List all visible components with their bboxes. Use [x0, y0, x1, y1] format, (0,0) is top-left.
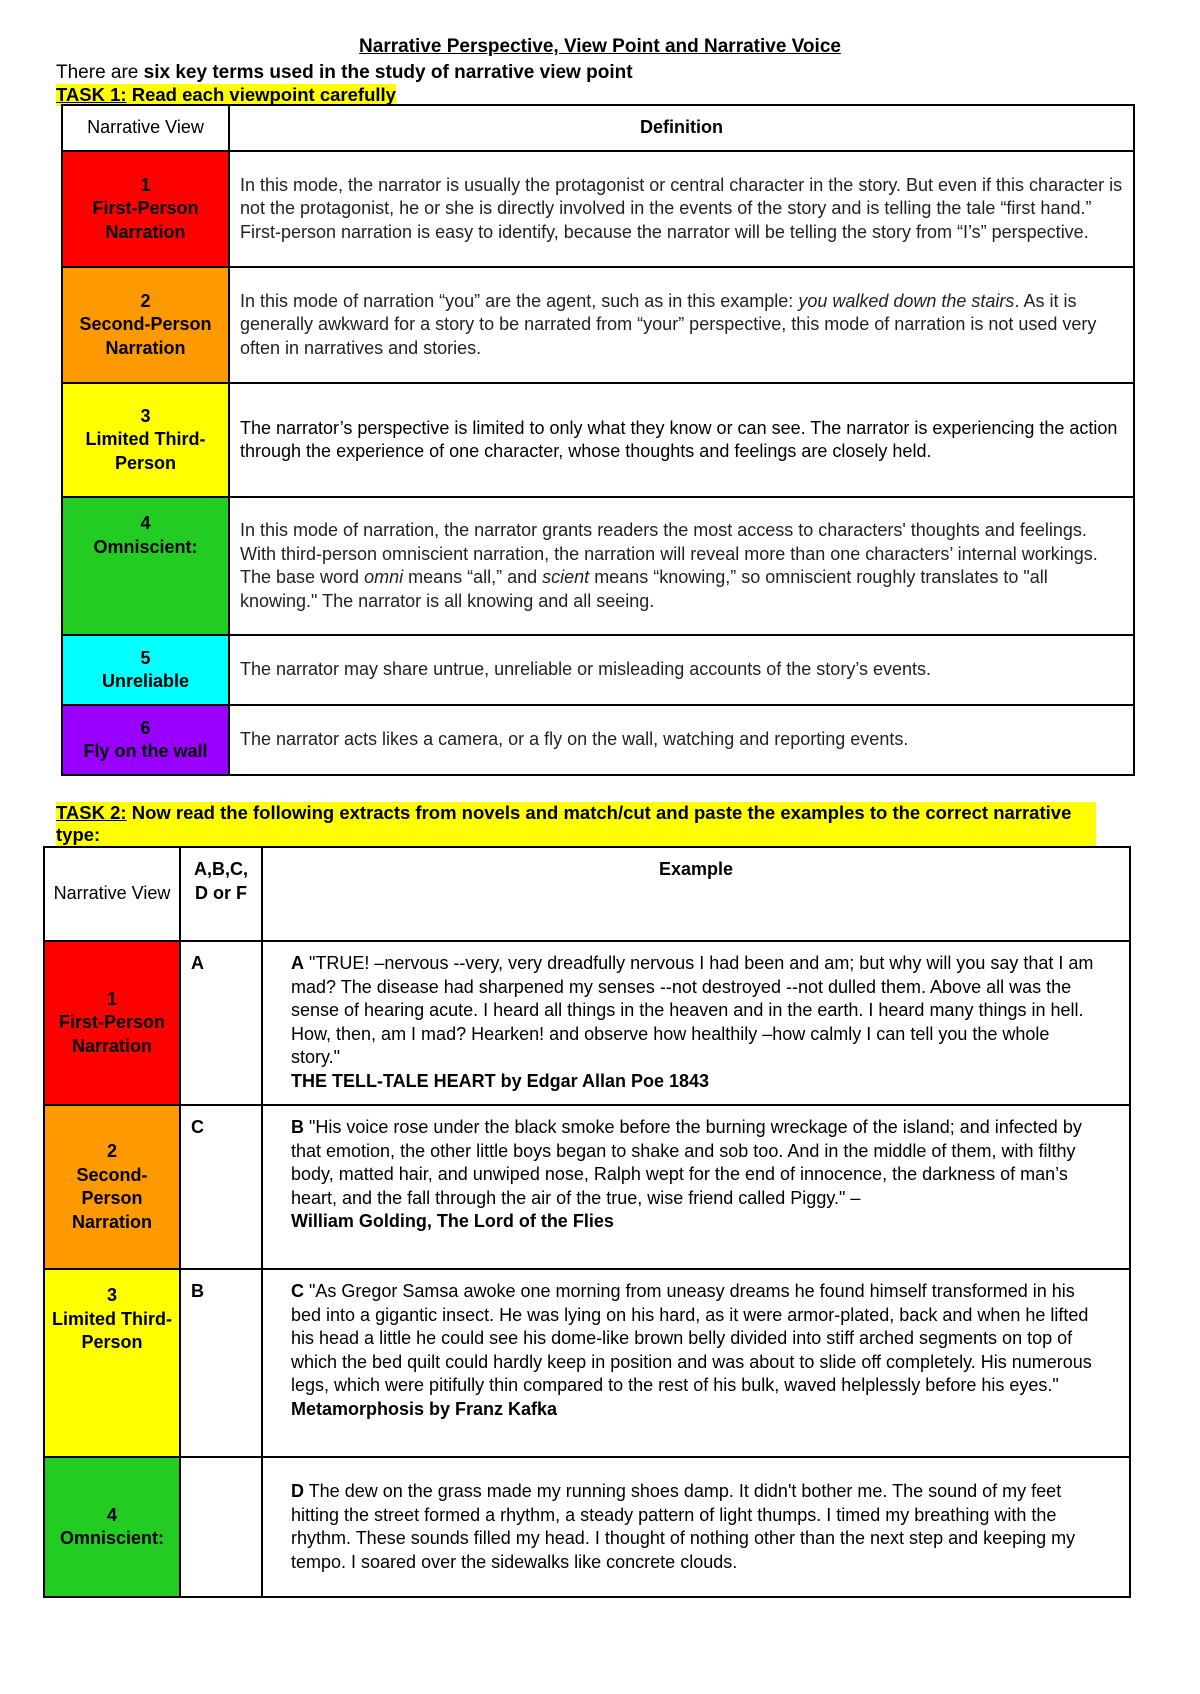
view-name: First-Person Narration	[58, 1012, 166, 1056]
view-number: 4	[140, 513, 151, 533]
definition-italic: scient	[542, 567, 590, 587]
answer-cell[interactable]: A	[180, 941, 262, 1105]
task2-label: TASK 2:	[56, 802, 127, 823]
example-text: "His voice rose under the black smoke before the burning wreckage of the island; and infected by that emotion, the other little boys began to shake and sob too. And in the middle of them, with filthy body, matted hair, and unwiped nose, Ralph wept for the end of innocence, the darkness of man’s heart, and the fall through the air of the true, wise friend called Piggy." –	[291, 1117, 1082, 1208]
viewpoint-table	[61, 104, 1135, 776]
task1-heading	[56, 84, 396, 106]
definition-text: . As it is generally awkward for a story to be narrated from “your” perspective, this mode of narration is not used very often in narratives and stories.	[240, 290, 1097, 358]
table-row	[44, 941, 1130, 1105]
task2-text: Now read the following extracts from novels and match/cut and paste the examples to the correct narrative type:	[56, 802, 1072, 845]
examples-table	[43, 846, 1131, 1598]
example-cell	[262, 1269, 1130, 1457]
definition-text: means “all,” and	[403, 567, 543, 587]
view-cell-second-person	[44, 1105, 180, 1269]
definition-cell: In this mode, the narrator is usually the protagonist or central character in the story. But even if this character is not the protagonist, he or she is directly involved in the events of the story and is telling the tale “first hand.” First-person narration is easy to identify, because the narrator will be telling the story from “I’s” perspective.	[229, 151, 1134, 267]
view-number: 2	[106, 1141, 117, 1161]
example-source: THE TELL-TALE HEART by Edgar Allan Poe 1843	[291, 1070, 710, 1091]
intro-prefix: There are	[56, 62, 144, 83]
definition-cell: The narrator acts likes a camera, or a fly on the wall, watching and reporting events.	[229, 705, 1134, 775]
view-name: Limited Third-Person	[85, 429, 206, 473]
view-number: 3	[140, 405, 151, 426]
table-row	[62, 497, 1134, 635]
table-row	[62, 383, 1134, 497]
view-cell-second-person	[62, 267, 229, 383]
task1-label: TASK 1:	[56, 84, 127, 105]
header-abc: A,B,C, D or F	[180, 847, 262, 941]
example-cell	[262, 1105, 1130, 1269]
example-letter: B	[291, 1117, 304, 1137]
task2-heading	[56, 802, 1096, 846]
view-name: Second-Person Narration	[79, 314, 212, 358]
definition-italic: omni	[364, 567, 404, 587]
task1-text: Read each viewpoint carefully	[126, 84, 396, 105]
view-name: First-Person Narration	[92, 198, 199, 242]
intro-bold: six key terms used in the study of narrative view point	[143, 62, 633, 83]
page-title: Narrative Perspective, View Point and Narrative Voice	[359, 36, 841, 57]
view-number: 5	[140, 647, 151, 668]
table-row	[44, 1457, 1130, 1597]
example-source: Metamorphosis by Franz Kafka	[291, 1398, 558, 1419]
view-number: 1	[106, 988, 117, 1009]
view-number: 2	[140, 290, 151, 311]
header-example: Example	[262, 847, 1130, 941]
view-number: 4	[106, 1504, 117, 1525]
definition-italic: you walked down the stairs	[798, 290, 1015, 311]
example-letter: A	[291, 953, 304, 973]
view-name: Second-Person Narration	[71, 1164, 152, 1232]
view-name: Omniscient:	[59, 1528, 165, 1548]
view-cell-first-person	[44, 941, 180, 1105]
definition-cell	[229, 267, 1134, 383]
view-name: Omniscient:	[93, 536, 198, 557]
table-row	[62, 635, 1134, 705]
header-definition: Definition	[229, 105, 1134, 151]
view-cell-first-person	[62, 151, 229, 267]
view-name: Unreliable	[101, 671, 190, 691]
answer-cell[interactable]: C	[180, 1105, 262, 1269]
definition-cell: The narrator’s perspective is limited to only what they know or can see. The narrator is experiencing the action through the experience of one character, whose thoughts and feelings are closely held.	[229, 383, 1134, 497]
view-cell-limited-third	[44, 1269, 180, 1457]
definition-text: In this mode of narration, the narrator grants readers the most access to characters' thoughts and feelings. With third-person omniscient narration, the narration will reveal more than one characters’ internal workings. The base word	[240, 520, 1098, 587]
view-cell-omniscient	[44, 1457, 180, 1597]
view-cell-unreliable	[62, 635, 229, 705]
example-letter: C	[291, 1281, 304, 1301]
definition-cell	[229, 497, 1134, 635]
header-narrative-view: Narrative View	[44, 847, 180, 941]
header-narrative-view: Narrative View	[62, 105, 229, 151]
example-text: The dew on the grass made my running shoes damp. It didn't bother me. The sound of my feet hitting the street formed a rhythm, a steady pattern of light thumps. I timed my breathing with the rhythm. These sounds filled my head. I thought of nothing other than the next step and keeping my tempo. I soared over the sidewalks like concrete clouds.	[291, 1481, 1076, 1572]
table-row	[62, 705, 1134, 775]
example-text: "As Gregor Samsa awoke one morning from uneasy dreams he found himself transformed in his bed into a gigantic insect. He was lying on his hard, as it were armor-plated, back and when he lifted his head a little he could see his dome-like brown belly divided into stiff arched segments on top of which the bed quilt could hardly keep in position and was about to slide off completely. His numerous legs, which were pitifully thin compared to the rest of his bulk, waved helplessly before his eyes."	[291, 1281, 1092, 1395]
view-cell-fly-on-wall	[62, 705, 229, 775]
example-text: "TRUE! –nervous --very, very dreadfully nervous I had been and am; but why will you say that I am mad? The disease had sharpened my senses --not destroyed --not dulled them. Above all was the sense of hearing acute. I heard all things in the heaven and in the earth. I heard many things in hell. How, then, am I mad? Hearken! and observe how healthily –how calmly I can tell you the whole story."	[291, 953, 1094, 1067]
definition-text: means “knowing,” so omniscient roughly translates to "all knowing." The narrator is all knowing and all seeing.	[240, 567, 1048, 611]
view-cell-omniscient	[62, 497, 229, 635]
table-row	[62, 151, 1134, 267]
table-row	[62, 267, 1134, 383]
table-row	[44, 1269, 1130, 1457]
answer-cell[interactable]	[180, 1457, 262, 1597]
intro-line	[56, 62, 633, 84]
example-cell	[262, 1457, 1130, 1597]
definition-cell: The narrator may share untrue, unreliable or misleading accounts of the story’s events.	[229, 635, 1134, 705]
table-row	[44, 1105, 1130, 1269]
example-letter: D	[291, 1481, 304, 1501]
view-name: Limited Third-Person	[52, 1308, 172, 1352]
view-name: Fly on the wall	[83, 741, 208, 761]
view-number: 3	[106, 1285, 117, 1305]
definition-text: In this mode of narration “you” are the agent, such as in this example:	[240, 290, 799, 311]
example-cell	[262, 941, 1130, 1105]
answer-cell[interactable]: B	[180, 1269, 262, 1457]
view-number: 6	[140, 717, 151, 738]
view-cell-limited-third	[62, 383, 229, 497]
view-number: 1	[140, 174, 151, 195]
example-source: William Golding, The Lord of the Flies	[291, 1211, 614, 1231]
